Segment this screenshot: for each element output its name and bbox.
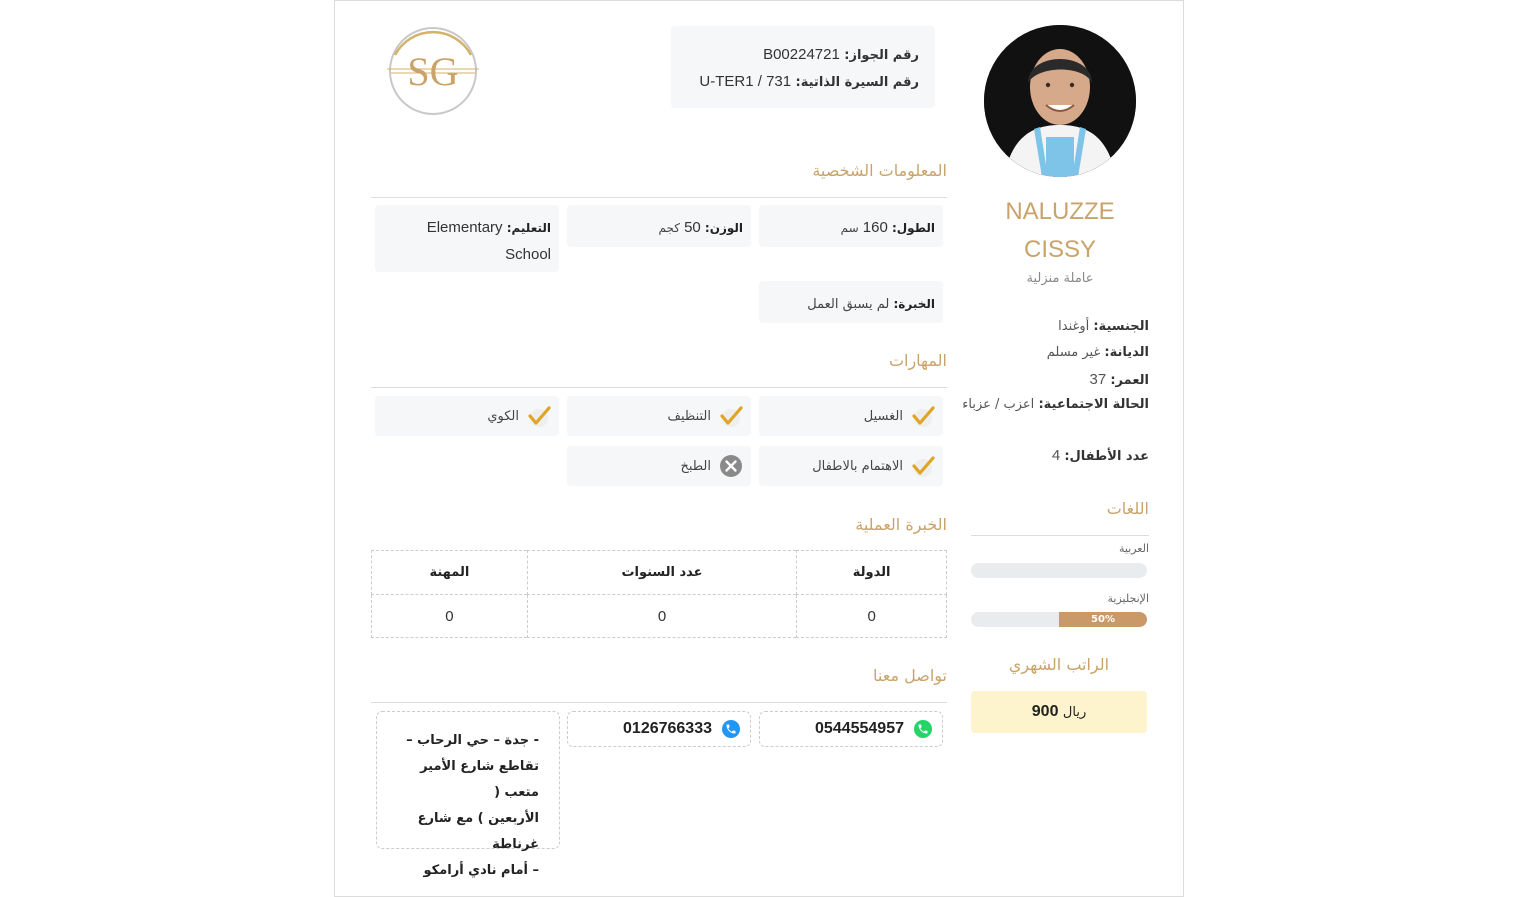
experience-label: الخبرة: (893, 297, 935, 311)
address-line: تقاطع شارع الأمير متعب ( (420, 759, 539, 800)
marital-status-row (949, 397, 1149, 412)
skill-label: الطبخ (680, 458, 711, 474)
cv-number-label: رقم السيرة الذاتية: (795, 75, 919, 90)
skill-label: الاهتمام بالاطفال (812, 458, 903, 474)
marital-status-label: الحالة الاجتماعية: (1038, 397, 1149, 412)
check-icon (911, 404, 935, 428)
height-card (759, 205, 943, 247)
personal-info-heading: المعلومات الشخصية (812, 161, 947, 180)
column-header: الدولة (797, 551, 947, 595)
phone-button[interactable] (567, 711, 751, 747)
religion-label: الديانة: (1104, 345, 1149, 360)
phone-number: 0126766333 (623, 720, 712, 737)
work-experience-heading: الخبرة العملية (855, 515, 947, 534)
marital-status-value: اعزب / عزباء (962, 397, 1035, 412)
experience-table (371, 550, 947, 638)
whatsapp-icon (914, 720, 932, 738)
cv-number: U-TER1 / 731 (699, 73, 792, 90)
table-cell: 0 (797, 595, 947, 638)
address-line: - جدة – حي الرحاب – (406, 733, 539, 748)
language-level-bar (971, 563, 1147, 578)
passport-number: B00224721 (763, 46, 840, 63)
sg-logo (385, 25, 481, 117)
salary-box (971, 691, 1147, 733)
worker-name (971, 193, 1149, 269)
language-name: العربية (1118, 542, 1149, 555)
skill-item (567, 396, 751, 436)
passport-box (671, 26, 935, 108)
nationality-label: الجنسية: (1093, 319, 1149, 334)
nationality-row (949, 319, 1149, 334)
whatsapp-button[interactable] (759, 711, 943, 747)
weight-unit: كجم (658, 221, 680, 235)
salary-currency: ريال (1062, 705, 1087, 720)
cv-sheet (334, 0, 1184, 897)
phone-icon (722, 720, 740, 738)
divider (371, 387, 947, 388)
address-box (376, 711, 560, 878)
skill-item (375, 396, 559, 436)
cv-number-row (687, 69, 919, 96)
logo-text: SG (407, 49, 459, 94)
table-cell: 0 (372, 595, 528, 638)
column-header: المهنة (372, 551, 528, 595)
children-row (949, 447, 1149, 464)
passport-row (687, 42, 919, 69)
height-unit: سم (840, 221, 859, 235)
education-value: Elementary School (426, 219, 551, 263)
column-header: عدد السنوات (527, 551, 797, 595)
salary-amount: 900 (1031, 703, 1059, 720)
skill-item (759, 396, 943, 436)
whatsapp-number: 0544554957 (815, 720, 904, 737)
x-circle-icon (719, 454, 743, 478)
skill-label: الغسيل (863, 408, 903, 424)
table-cell: 0 (527, 595, 797, 638)
height-label: الطول: (891, 221, 935, 235)
language-level-bar (971, 612, 1147, 627)
skill-item (759, 446, 943, 486)
nationality-value: أوغندا (1058, 319, 1090, 334)
religion-value: غير مسلم (1046, 345, 1101, 360)
salary-heading: الراتب الشهري (1008, 655, 1110, 674)
name-first: NALUZZE (1005, 198, 1115, 225)
skill-item (567, 446, 751, 486)
table-header-row (372, 551, 947, 595)
table-row (372, 595, 947, 638)
education-card (375, 205, 559, 272)
check-icon (527, 404, 551, 428)
weight-value: 50 (684, 219, 701, 236)
profile-sidebar (962, 1, 1149, 897)
job-title: عاملة منزلية (1026, 271, 1094, 286)
skill-label: التنظيف (667, 408, 711, 424)
address-line: – أمام نادي أرامكو (423, 863, 539, 878)
name-last: CISSY (1023, 236, 1097, 263)
divider (371, 702, 947, 703)
check-icon (719, 404, 743, 428)
check-icon (911, 454, 935, 478)
divider (371, 197, 947, 198)
weight-label: الوزن: (704, 221, 743, 235)
language-level-fill: 50% (1059, 612, 1147, 627)
language-name: الإنجليزية (1107, 592, 1149, 605)
passport-label: رقم الجواز: (844, 48, 919, 63)
age-value: 37 (1089, 371, 1107, 388)
experience-card (759, 281, 943, 323)
address-line: الأربعين ) مع شارع غرناطة (417, 811, 539, 852)
skills-heading: المهارات (888, 351, 947, 370)
height-value: 160 (862, 219, 888, 236)
weight-card (567, 205, 751, 247)
experience-value: لم يسبق العمل (807, 297, 890, 312)
children-label: عدد الأطفال: (1064, 449, 1149, 464)
languages-heading: اللغات (1106, 499, 1149, 518)
contact-heading: تواصل معنا (873, 666, 947, 685)
education-label: التعليم: (506, 221, 551, 235)
age-row (949, 371, 1149, 388)
divider (971, 535, 1149, 536)
skill-label: الكوي (487, 408, 519, 424)
age-label: العمر: (1110, 373, 1149, 388)
children-value: 4 (1051, 447, 1061, 464)
religion-row (949, 345, 1149, 360)
avatar (984, 25, 1136, 177)
